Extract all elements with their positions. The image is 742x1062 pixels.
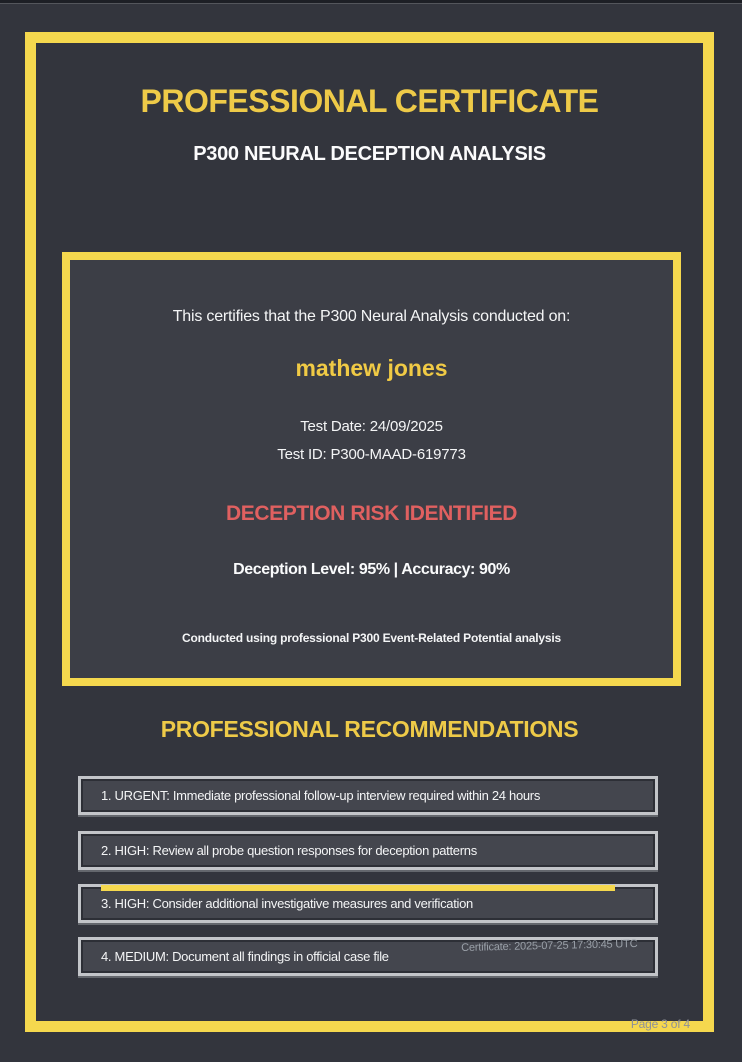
recommendation-item-1 [78, 776, 658, 815]
page-indicator: Page 3 of 4 [630, 1017, 690, 1031]
recommendation-text-2: 2. HIGH: Review all probe question responses for deception patterns [101, 843, 477, 858]
subject-name: mathew jones [295, 355, 448, 381]
window-top-edge [0, 0, 742, 4]
recommendation-text-4: 4. MEDIUM: Document all findings in official case file [101, 949, 389, 964]
test-date: Test Date: 24/09/2025 [300, 418, 443, 435]
deception-risk-banner: DECEPTION RISK IDENTIFIED [225, 502, 518, 525]
recommendation-item-2 [78, 831, 658, 870]
certificate-timestamp: Certificate: 2025-07-25 17:30:45 UTC [460, 938, 638, 954]
recommendation-text-1: 1. URGENT: Immediate professional follow-up interview required within 24 hours [101, 788, 541, 803]
recommendations-heading: PROFESSIONAL RECOMMENDATIONS [160, 716, 579, 742]
deception-metrics: Deception Level: 95% | Accuracy: 90% [233, 561, 510, 578]
recommendation-item-3 [78, 884, 658, 923]
page-subtitle: P300 NEURAL DECEPTION ANALYSIS [193, 143, 546, 165]
page-title: PROFESSIONAL CERTIFICATE [140, 83, 599, 119]
page-break-yellow-strip [101, 885, 615, 891]
method-note: Conducted using professional P300 Event-Related Potential analysis [182, 631, 561, 645]
recommendation-text-3: 3. HIGH: Consider additional investigative measures and verification [101, 896, 473, 911]
test-id: Test ID: P300-MAAD-619773 [277, 446, 466, 463]
certificate-details-panel [62, 252, 681, 686]
certify-intro-text: This certifies that the P300 Neural Analysis conducted on: [172, 308, 571, 325]
